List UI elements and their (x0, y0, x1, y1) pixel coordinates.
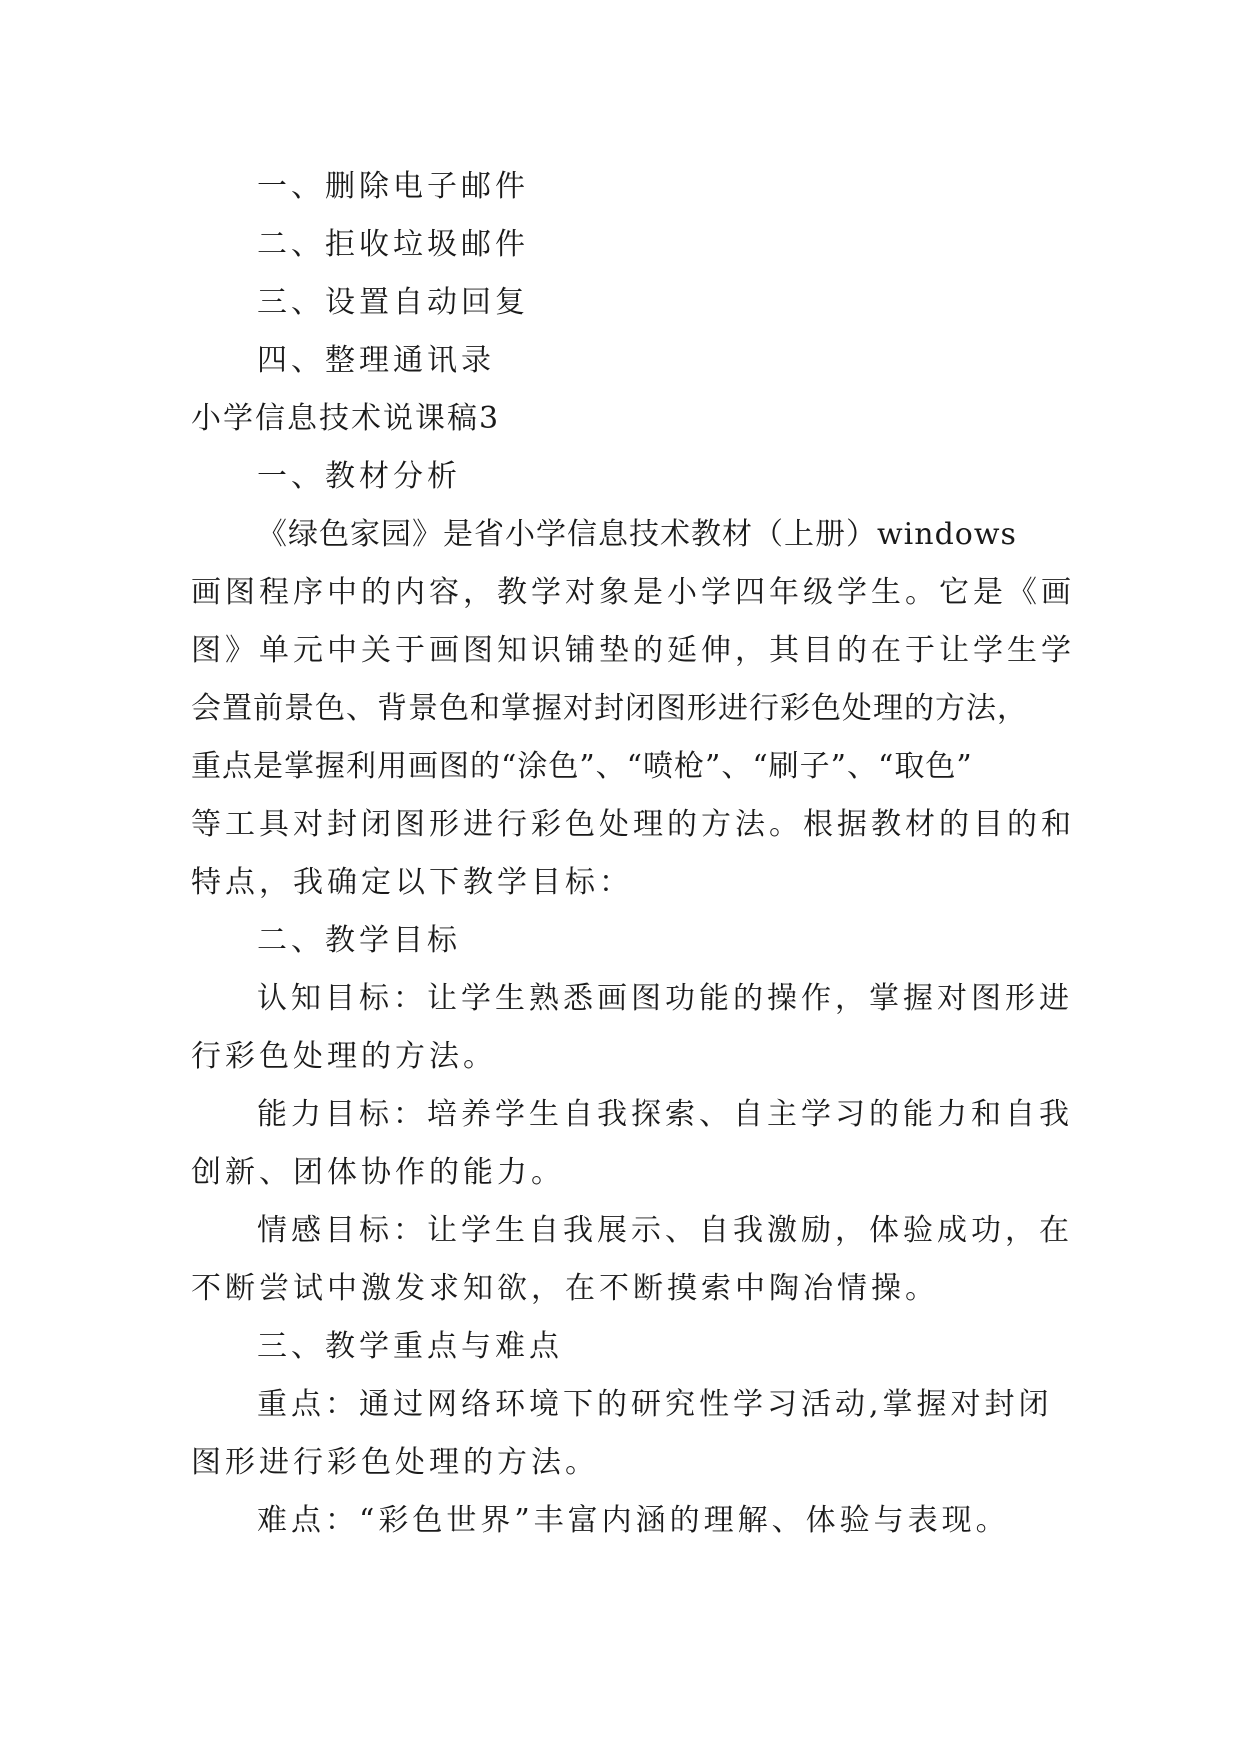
paragraph-line: 《绿色家园》是省小学信息技术教材（上册）windows (257, 517, 1017, 552)
paragraph-line: 行彩色处理的方法。 (191, 1039, 497, 1074)
paragraph-line: 创新、团体协作的能力。 (191, 1155, 565, 1190)
paragraph-line: 图》单元中关于画图知识铺垫的延伸，其目的在于让学生学 (191, 633, 1075, 668)
list-item-auto-reply: 三、设置自动回复 (257, 285, 529, 320)
paragraph-line: 画图程序中的内容，教学对象是小学四年级学生。它是《画 (191, 575, 1075, 610)
section-title: 小学信息技术说课稿3 (191, 401, 501, 436)
paragraph-line: 难点：“彩色世界”丰富内涵的理解、体验与表现。 (257, 1503, 1010, 1538)
paragraph-line: 能力目标：培养学生自我探索、自主学习的能力和自我 (257, 1097, 1073, 1132)
document-body (191, 158, 1075, 1550)
paragraph-line: 认知目标：让学生熟悉画图功能的操作，掌握对图形进 (257, 981, 1073, 1016)
heading-material-analysis: 一、教材分析 (257, 459, 461, 494)
list-item-reject-spam: 二、拒收垃圾邮件 (257, 227, 529, 262)
paragraph-line: 情感目标：让学生自我展示、自我激励，体验成功，在 (257, 1213, 1073, 1248)
paragraph-line: 会置前景色、背景色和掌握对封闭图形进行彩色处理的方法， (191, 691, 1028, 726)
heading-teaching-goals: 二、教学目标 (257, 923, 461, 958)
list-item-delete-email: 一、删除电子邮件 (257, 169, 529, 204)
paragraph-line: 不断尝试中激发求知欲，在不断摸索中陶冶情操。 (191, 1271, 939, 1306)
heading-key-points: 三、教学重点与难点 (257, 1329, 563, 1364)
paragraph-line: 重点：通过网络环境下的研究性学习活动,掌握对封闭 (257, 1387, 1053, 1422)
paragraph-line: 特点，我确定以下教学目标： (191, 865, 633, 900)
paragraph-line: 重点是掌握利用画图的“涂色”、“喷枪”、“刷子”、“取色” (191, 749, 973, 784)
paragraph-line: 图形进行彩色处理的方法。 (191, 1445, 599, 1480)
list-item-contacts: 四、整理通讯录 (257, 343, 495, 378)
paragraph-line: 等工具对封闭图形进行彩色处理的方法。根据教材的目的和 (191, 807, 1075, 842)
